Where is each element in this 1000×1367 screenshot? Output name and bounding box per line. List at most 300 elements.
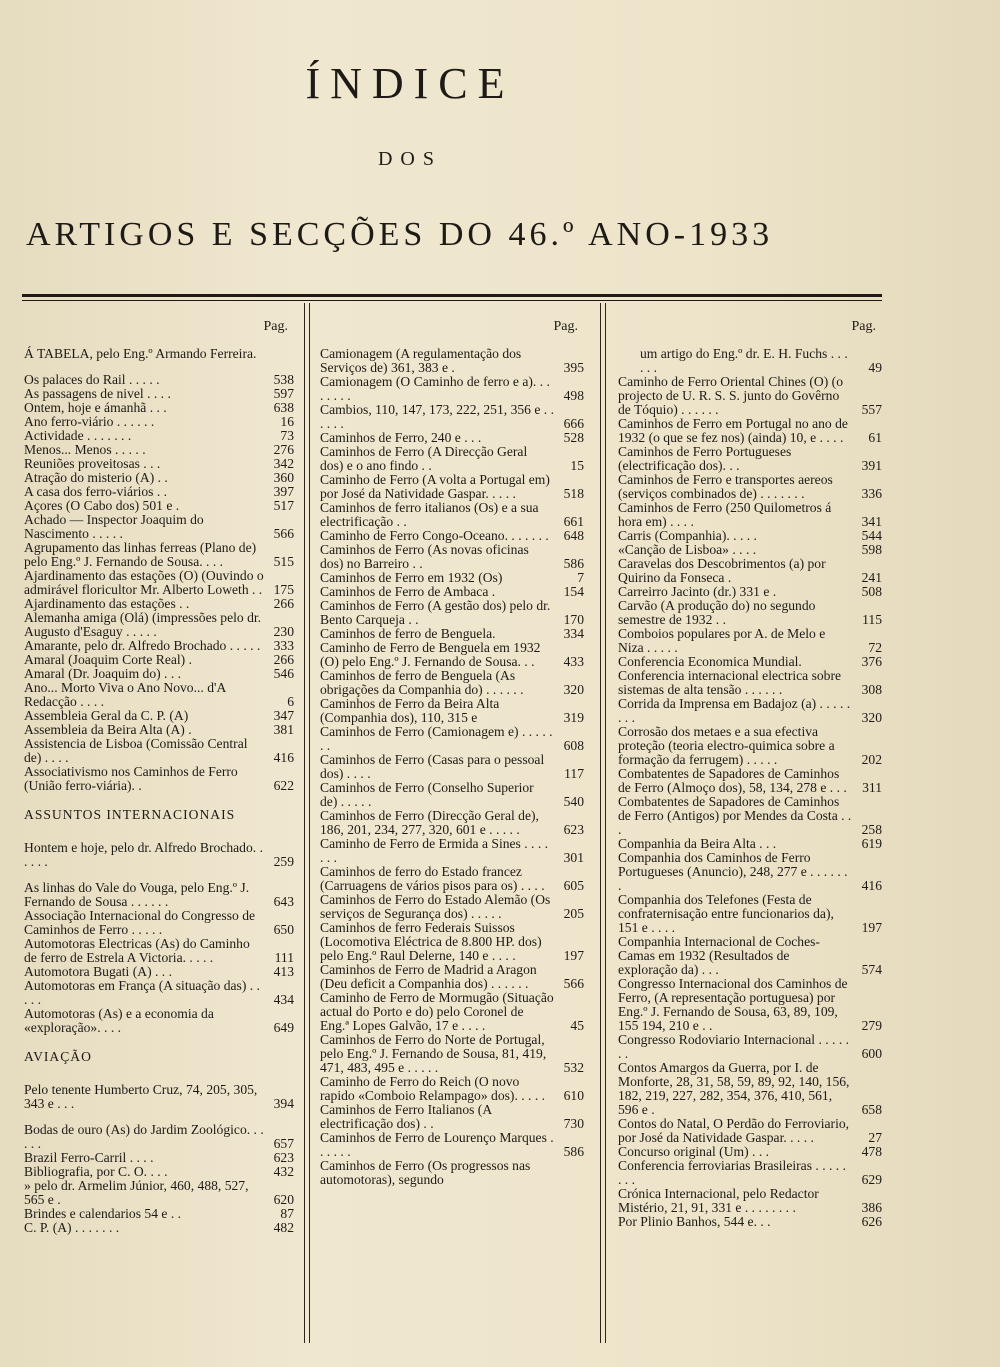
heading-rule [22, 294, 882, 297]
index-entry [320, 375, 590, 403]
index-entry [618, 375, 888, 417]
index-entry [320, 781, 590, 809]
index-entry [24, 443, 300, 457]
entry-page-number: 341 [861, 514, 882, 529]
entry-title: Ajardinamento das estações . . [24, 596, 190, 611]
index-entry [320, 865, 590, 893]
entry-page-number: 170 [563, 612, 584, 627]
entry-title: As passagens de nivel . . . . [24, 386, 171, 401]
index-entry [618, 347, 888, 375]
entry-page-number: 508 [861, 584, 882, 599]
entry-title: Caminhos de Ferro (Camionagem e) . . . . . . . [320, 724, 553, 753]
entry-title: Cambios, 110, 147, 173, 222, 251, 356 e . . . . . . [320, 402, 554, 431]
entry-page-number: 416 [861, 878, 882, 893]
index-entry [24, 1179, 300, 1207]
section-heading: ASSUNTOS INTERNACIONAIS [24, 807, 236, 822]
entry-page-number: 586 [563, 556, 584, 571]
entry-page-number: 266 [273, 652, 294, 667]
page-header-label: Pag. [851, 319, 876, 334]
entry-title: Amaral (Dr. Joaquim do) . . . [24, 666, 182, 681]
index-entry [618, 837, 888, 851]
entry-page-number: 381 [273, 722, 294, 737]
index-entry [320, 529, 590, 543]
entry-page-number: 197 [563, 948, 584, 963]
entry-page-number: 650 [273, 922, 294, 937]
index-entry [618, 851, 888, 893]
index-entry [24, 965, 300, 979]
entry-list [618, 347, 888, 1229]
entry-page-number: 638 [273, 400, 294, 415]
index-entry [24, 737, 300, 765]
index-entry [320, 697, 590, 725]
entry-page-number: 205 [563, 906, 584, 921]
index-entry [24, 569, 300, 597]
entry-page-number: 386 [861, 1200, 882, 1215]
entry-title: Hontem e hoje, pelo dr. Alfredo Brochado. . . . . . [24, 840, 263, 869]
index-entry [618, 669, 888, 697]
index-entry [320, 1033, 590, 1075]
entry-title: Caminhos de Ferro da Beira Alta (Companhia dos), 110, 315 e [320, 696, 500, 725]
entry-page-number: 433 [563, 654, 584, 669]
index-entry [24, 1007, 300, 1035]
index-entry [24, 841, 300, 869]
entry-title: Caminhos de Ferro (A gestão dos) pelo dr. Bento Carqueja . . [320, 598, 551, 627]
index-column-1 [22, 303, 300, 1343]
entry-page-number: 574 [861, 962, 882, 977]
entry-title: Pelo tenente Humberto Cruz, 74, 205, 305, 343 e . . . [24, 1082, 258, 1111]
entry-title: Companhia da Beira Alta . . . [618, 836, 777, 851]
index-entry [320, 753, 590, 781]
entry-page-number: 394 [273, 1096, 294, 1111]
index-entry [618, 473, 888, 501]
entry-title: Camionagem (A regulamentação dos Serviços de) 361, 383 e . [320, 346, 522, 375]
entry-title: Agrupamento das linhas ferreas (Plano de) pelo Eng.º J. Fernando de Sousa. . . . [24, 540, 257, 569]
entry-title: Ontem, hoje e ámanhã . . . [24, 400, 167, 415]
entry-page-number: 515 [273, 554, 294, 569]
index-entry [618, 697, 888, 725]
entry-page-number: 482 [273, 1220, 294, 1235]
index-entry [24, 429, 300, 443]
index-entry [320, 963, 590, 991]
entry-title: Caminhos de Ferro (Casas para o pessoal dos) . . . . [320, 752, 545, 781]
entry-page-number: 319 [563, 710, 584, 725]
entry-page-number: 197 [861, 920, 882, 935]
index-entry [618, 445, 888, 473]
index-entry [24, 1221, 300, 1235]
entry-page-number: 643 [273, 894, 294, 909]
entry-title: Menos... Menos . . . . . [24, 442, 146, 457]
entry-title: Caminho de Ferro (A volta a Portugal em) por José da Natividade Gaspar. . . . . [320, 472, 550, 501]
entry-title: Congresso Rodoviario Internacional . . . . . . . [618, 1032, 850, 1061]
entry-page-number: 202 [861, 752, 882, 767]
entry-title: Companhia dos Telefones (Festa de confraternisação entre funcionarios da), 151 e . . . . [618, 892, 834, 935]
entry-title: Assembleia Geral da C. P. (A) [24, 708, 189, 723]
entry-title: Automotora Bugati (A) . . . [24, 964, 172, 979]
entry-page-number: 566 [273, 526, 294, 541]
entry-page-number: 395 [563, 360, 584, 375]
entry-title: Caminho de Ferro Oriental Chines (O) (o projecto de U. R. S. S. junto do Govêrno de Tóquio) . . . . . . [618, 374, 844, 417]
entry-page-number: 115 [862, 612, 882, 627]
heading-rule-thin [22, 300, 882, 301]
index-entry [618, 599, 888, 627]
entry-title: Brazil Ferro-Carril . . . . [24, 1150, 154, 1165]
entry-page-number: 15 [570, 458, 584, 473]
index-entry [320, 473, 590, 501]
entry-title: Companhia dos Caminhos de Ferro Portugueses (Anuncio), 248, 277 e . . . . . . . [618, 850, 848, 893]
entry-page-number: 259 [273, 854, 294, 869]
entry-page-number: 16 [280, 414, 294, 429]
entry-title: Crónica Internacional, pelo Redactor Mistério, 21, 91, 331 e . . . . . . . . [618, 1186, 819, 1215]
entry-page-number: 661 [563, 514, 584, 529]
entry-title: C. P. (A) . . . . . . . [24, 1220, 120, 1235]
entry-page-number: 666 [563, 416, 584, 431]
page-header-label: Pag. [263, 319, 288, 334]
entry-page-number: 610 [563, 1088, 584, 1103]
entry-title: Caminhos de Ferro em 1932 (Os) [320, 570, 503, 585]
index-entry [618, 1215, 888, 1229]
entry-page-number: 320 [861, 710, 882, 725]
entry-page-number: 478 [861, 1144, 882, 1159]
entry-page-number: 528 [563, 430, 584, 445]
entry-title: Amarante, pelo dr. Alfredo Brochado . . . . . [24, 638, 261, 653]
index-entry [24, 1151, 300, 1165]
entry-page-number: 279 [861, 1018, 882, 1033]
index-entry [24, 667, 300, 681]
entry-page-number: 360 [273, 470, 294, 485]
index-entry [320, 1131, 590, 1159]
entry-page-number: 434 [273, 992, 294, 1007]
index-entry [24, 485, 300, 499]
entry-title: Caravelas dos Descobrimentos (a) por Quirino da Fonseca . [618, 556, 826, 585]
index-entry [24, 401, 300, 415]
entry-title: Ano... Morto Viva o Ano Novo... d'A Redacção . . . . [24, 680, 226, 709]
entry-title: Alemanha amiga (Olá) (impressões pelo dr. Augusto d'Esaguy . . . . . [24, 610, 262, 639]
entry-page-number: 538 [273, 372, 294, 387]
entry-title: Por Plinio Banhos, 544 e. . . [618, 1214, 771, 1229]
entry-title: Caminhos de Ferro de Lourenço Marques . . . . . . [320, 1130, 554, 1159]
entry-page-number: 175 [273, 582, 294, 597]
entry-page-number: 540 [563, 794, 584, 809]
entry-page-number: 397 [273, 484, 294, 499]
entry-page-number: 544 [861, 528, 882, 543]
section-heading: AVIAÇÃO [24, 1049, 92, 1064]
entry-title: Ano ferro-viário . . . . . . [24, 414, 155, 429]
entry-page-number: 600 [861, 1046, 882, 1061]
entry-page-number: 311 [862, 780, 882, 795]
entry-title: Carreirro Jacinto (dr.) 331 e . [618, 584, 777, 599]
index-entry [618, 557, 888, 585]
index-entry [618, 1033, 888, 1061]
entry-title: Conferencia ferroviarias Brasileiras . . . . . . . . [618, 1158, 846, 1187]
index-entry [24, 471, 300, 485]
entry-page-number: 566 [563, 976, 584, 991]
entry-title: Caminhos de ferro italianos (Os) e a sua electrificação . . [320, 500, 539, 529]
entry-title: » pelo dr. Armelim Júnior, 460, 488, 527, 565 e . [24, 1178, 249, 1207]
entry-title: Caminhos de Ferro (Direcção Geral de), 186, 201, 234, 277, 320, 601 e . . . . . [320, 808, 539, 837]
index-entry [24, 373, 300, 387]
index-entry [24, 415, 300, 429]
index-entry [618, 725, 888, 767]
index-entry [320, 585, 590, 599]
entry-page-number: 241 [861, 570, 882, 585]
index-entry [320, 809, 590, 837]
entry-page-number: 432 [273, 1164, 294, 1179]
index-entry [24, 909, 300, 937]
index-entry [24, 1165, 300, 1179]
entry-page-number: 266 [273, 596, 294, 611]
entry-title: Caminhos de Ferro (250 Quilometros á hora em) . . . . [618, 500, 832, 529]
index-entry [618, 1159, 888, 1187]
index-entry [320, 627, 590, 641]
entry-title: Brindes e calendarios 54 e . . [24, 1206, 182, 1221]
entry-title: Os palaces do Rail . . . . . [24, 372, 160, 387]
entry-page-number: 597 [273, 386, 294, 401]
index-entry [24, 457, 300, 471]
entry-title: Corrosão dos metaes e a sua efectiva proteção (teoria electro-quimica sobre a formação da ferrugem) . . . . . [618, 724, 835, 767]
index-entry [618, 767, 888, 795]
index-entry [320, 543, 590, 571]
entry-title: Caminhos de Ferro Portugueses (electrificação dos). . . [618, 444, 792, 473]
index-entry [320, 921, 590, 963]
page-subtitle: DOS [377, 148, 442, 170]
entry-page-number: 45 [570, 1018, 584, 1033]
entry-title: Carvão (A produção do) no segundo semestre de 1932 . . [618, 598, 816, 627]
index-entry [24, 1123, 300, 1151]
index-entry [320, 403, 590, 431]
index-entry [320, 1075, 590, 1103]
entry-page-number: 608 [563, 738, 584, 753]
entry-title: Bodas de ouro (As) do Jardim Zoológico. . . . . . [24, 1122, 264, 1151]
entry-page-number: 623 [273, 1150, 294, 1165]
entry-title: Caminho de Ferro de Benguela em 1932 (O) pelo Eng.º J. Fernando de Sousa. . . [320, 640, 541, 669]
entry-title: Caminhos de Ferro de Ambaca . [320, 584, 496, 599]
index-entry [320, 725, 590, 753]
index-entry [618, 1061, 888, 1117]
entry-title: Combatentes de Sapadores de Caminhos de Ferro (Almoço dos), 58, 134, 278 e . . . [618, 766, 847, 795]
entry-page-number: 658 [861, 1102, 882, 1117]
index-entry [618, 795, 888, 837]
index-entry [24, 611, 300, 639]
entry-title: Caminho de Ferro do Reich (O novo rapido «Comboio Relampago» dos). . . . . [320, 1074, 546, 1103]
index-entry [24, 979, 300, 1007]
entry-title: Congresso Internacional dos Caminhos de Ferro, (A representação portuguesa) por Eng.º J. Fernando de Sousa, 63, 89, 109, 155 194, 210 e . . [618, 976, 848, 1033]
index-entry [320, 1103, 590, 1131]
entry-title: Achado — Inspector Joaquim do Nascimento . . . . . [24, 512, 204, 541]
entry-title: Caminhos de ferro Federais Suissos (Locomotiva Eléctrica de 8.800 HP. dos) pelo Eng.º Raul Delerne, 140 e . . . . [320, 920, 542, 963]
index-entry [24, 499, 300, 513]
entry-title: Companhia Internacional de Coches-Camas em 1932 (Resultados de exploração da) . . . [618, 934, 820, 977]
index-entry [24, 597, 300, 611]
entry-page-number: 416 [273, 750, 294, 765]
entry-page-number: 620 [273, 1192, 294, 1207]
index-entry [24, 681, 300, 709]
index-entry [24, 1083, 300, 1111]
index-entry [618, 935, 888, 977]
index-entry [618, 501, 888, 529]
index-entry [320, 641, 590, 669]
index-entry [24, 513, 300, 541]
entry-page-number: 72 [868, 640, 882, 655]
index-entry [24, 765, 300, 793]
entry-page-number: 517 [273, 498, 294, 513]
entry-title: Caminho de Ferro de Ermida a Sines . . . . . . . [320, 836, 549, 865]
entry-title: Caminho de Ferro Congo-Oceano. . . . . . . [320, 528, 549, 543]
entry-page-number: 73 [280, 428, 294, 443]
entry-title: Contos do Natal, O Perdão do Ferroviario, por José da Natividade Gaspar. . . . . [618, 1116, 850, 1145]
entry-title: Caminhos de Ferro Italianos (A electrificação dos) . . [320, 1102, 492, 1131]
index-entry [24, 639, 300, 653]
entry-page-number: 605 [563, 878, 584, 893]
index-entry [618, 1117, 888, 1145]
index-entry [320, 445, 590, 473]
entry-title: Caminhos de Ferro (Os progressos nas automotoras), segundo [320, 1158, 531, 1187]
entry-page-number: 518 [563, 486, 584, 501]
entry-page-number: 623 [563, 822, 584, 837]
page-title: ÍNDICE [305, 59, 515, 108]
index-entry [320, 347, 590, 375]
entry-title: Conferencia Economica Mundial. [618, 654, 802, 669]
index-entry [618, 585, 888, 599]
entry-title: Concurso original (Um) . . . [618, 1144, 770, 1159]
index-entry [320, 837, 590, 865]
entry-page-number: 154 [563, 584, 584, 599]
entry-page-number: 532 [563, 1060, 584, 1075]
entry-page-number: 336 [861, 486, 882, 501]
entry-title: Caminhos de Ferro do Norte de Portugal, pelo Eng.º J. Fernando de Sousa, 81, 419, 471, 483, 495 e . . . . . [320, 1032, 547, 1075]
entry-page-number: 334 [563, 626, 584, 641]
entry-list [320, 347, 590, 1187]
entry-page-number: 413 [273, 964, 294, 979]
entry-page-number: 333 [273, 638, 294, 653]
entry-list [24, 347, 300, 1235]
index-entry [24, 1207, 300, 1221]
entry-title: Camionagem (O Caminho de ferro e a). . . . . . . . [320, 374, 550, 403]
index-column-3 [616, 303, 888, 1343]
entry-title: Corrida da Imprensa em Badajoz (a) . . . . . . . . [618, 696, 851, 725]
entry-page-number: 320 [563, 682, 584, 697]
entry-title: Caminhos de ferro de Benguela. [320, 626, 496, 641]
entry-page-number: 276 [273, 442, 294, 457]
index-entry [618, 529, 888, 543]
entry-page-number: 7 [577, 570, 584, 585]
entry-page-number: 546 [273, 666, 294, 681]
entry-title: Á TABELA, pelo Eng.º Armando Ferreira. [24, 346, 257, 361]
entry-page-number: 347 [273, 708, 294, 723]
entry-page-number: 649 [273, 1020, 294, 1035]
entry-page-number: 111 [274, 950, 294, 965]
entry-title: Carris (Companhia). . . . . [618, 528, 757, 543]
entry-title: Caminhos de ferro de Benguela (As obrigações da Companhia do) . . . . . . [320, 668, 524, 697]
entry-page-number: 498 [563, 388, 584, 403]
entry-page-number: 87 [280, 1206, 294, 1221]
entry-page-number: 622 [273, 778, 294, 793]
entry-title: Ajardinamento das estações (O) (Ouvindo o admirável floricultor Mr. Alberto Loweth . . [24, 568, 264, 597]
entry-page-number: 586 [563, 1144, 584, 1159]
index-entry [618, 417, 888, 445]
index-entry [24, 347, 300, 361]
index-entry [618, 1187, 888, 1215]
entry-title: «Canção de Lisboa» . . . . [618, 542, 757, 557]
entry-title: Caminho de Ferro de Mormugão (Situação actual do Porto e do) pelo Coronel de Eng.ª Lopes Galvão, 17 e . . . . [320, 990, 554, 1033]
entry-title: Reuniões proveitosas . . . [24, 456, 161, 471]
entry-title: A casa dos ferro-viários . . [24, 484, 168, 499]
entry-page-number: 117 [564, 766, 584, 781]
entry-page-number: 301 [563, 850, 584, 865]
entry-title: Bibliografia, por C. O. . . . [24, 1164, 168, 1179]
entry-page-number: 258 [861, 822, 882, 837]
index-entry [24, 881, 300, 909]
index-entry [618, 655, 888, 669]
entry-title: Conferencia internacional electrica sobre sistemas de alta tensão . . . . . . [618, 668, 842, 697]
entry-title: Açores (O Cabo dos) 501 e . [24, 498, 180, 513]
entry-title: Assistencia de Lisboa (Comissão Central de) . . . . [24, 736, 248, 765]
entry-title: Caminhos de Ferro do Estado Alemão (Os serviços de Segurança dos) . . . . . [320, 892, 551, 921]
entry-title: Caminhos de Ferro de Madrid a Aragon (Deu deficit a Companhia dos) . . . . . . [320, 962, 537, 991]
index-entry [618, 627, 888, 655]
entry-title: Caminhos de ferro do Estado francez (Carruagens de vários pisos para os) . . . . [320, 864, 545, 893]
index-entry [320, 669, 590, 697]
index-entry [320, 1159, 590, 1187]
entry-title: Assembleia da Beira Alta (A) . [24, 722, 192, 737]
entry-title: Actividade . . . . . . . [24, 428, 132, 443]
entry-title: Caminhos de Ferro em Portugal no ano de 1932 (o que se fez nos) (ainda) 10, e . . . . [618, 416, 848, 445]
entry-title: Contos Amargos da Guerra, por I. de Monforte, 28, 31, 58, 59, 89, 92, 140, 156, 182, 219, 227, 282, 354, 376, 410, 561, 596 e . [618, 1060, 850, 1117]
index-entry [24, 709, 300, 723]
entry-page-number: 629 [861, 1172, 882, 1187]
index-column-2 [318, 303, 590, 1343]
index-entry [320, 571, 590, 585]
entry-title: Automotoras Electricas (As) do Caminho de ferro de Estrela A Victoria. . . . . [24, 936, 250, 965]
index-entry [24, 541, 300, 569]
entry-title: Amaral (Joaquim Corte Real) . [24, 652, 192, 667]
index-entry [618, 543, 888, 557]
index-entry [618, 977, 888, 1033]
index-entry [24, 937, 300, 965]
entry-title: Associação Internacional do Congresso de Caminhos de Ferro . . . . . [24, 908, 256, 937]
entry-page-number: 626 [861, 1214, 882, 1229]
page-header-label: Pag. [553, 319, 578, 334]
entry-title: Atração do misterio (A) . . [24, 470, 168, 485]
entry-title: Caminhos de Ferro (As novas oficinas dos) no Barreiro . . [320, 542, 529, 571]
entry-title: Caminhos de Ferro (Conselho Superior de) . . . . . [320, 780, 534, 809]
entry-page-number: 6 [287, 694, 294, 709]
column-divider [600, 303, 606, 1343]
entry-title: Associativismo nos Caminhos de Ferro (União ferro-viária). . [24, 764, 238, 793]
entry-title: Combatentes de Sapadores de Caminhos de Ferro (Antigos) por Mendes da Costa . . . [618, 794, 852, 837]
entry-page-number: 391 [861, 458, 882, 473]
entry-page-number: 598 [861, 542, 882, 557]
entry-page-number: 730 [563, 1116, 584, 1131]
index-entry [618, 893, 888, 935]
entry-title: Automotoras (As) e a economia da «exploração». . . . [24, 1006, 214, 1035]
index-entry [320, 991, 590, 1033]
entry-page-number: 557 [861, 402, 882, 417]
entry-page-number: 657 [273, 1136, 294, 1151]
entry-page-number: 619 [861, 836, 882, 851]
entry-title: Caminhos de Ferro e transportes aereos (serviços combinados de) . . . . . . . [618, 472, 833, 501]
page-heading: ARTIGOS E SECÇÕES DO 46.º ANO-1933 [26, 216, 774, 253]
entry-page-number: 27 [868, 1130, 882, 1145]
entry-title: Automotoras em França (A situação das) . . . . . [24, 978, 260, 1007]
entry-title: um artigo do Eng.º dr. E. H. Fuchs . . . . . . [640, 346, 848, 375]
index-entry [24, 653, 300, 667]
entry-page-number: 49 [868, 360, 882, 375]
entry-title: As linhas do Vale do Vouga, pelo Eng.º J. Fernando de Sousa . . . . . . [24, 880, 250, 909]
entry-page-number: 342 [273, 456, 294, 471]
index-entry [320, 431, 590, 445]
entry-title: Caminhos de Ferro, 240 e . . . [320, 430, 482, 445]
entry-title: Caminhos de Ferro (A Direcção Geral dos) e o ano findo . . [320, 444, 528, 473]
